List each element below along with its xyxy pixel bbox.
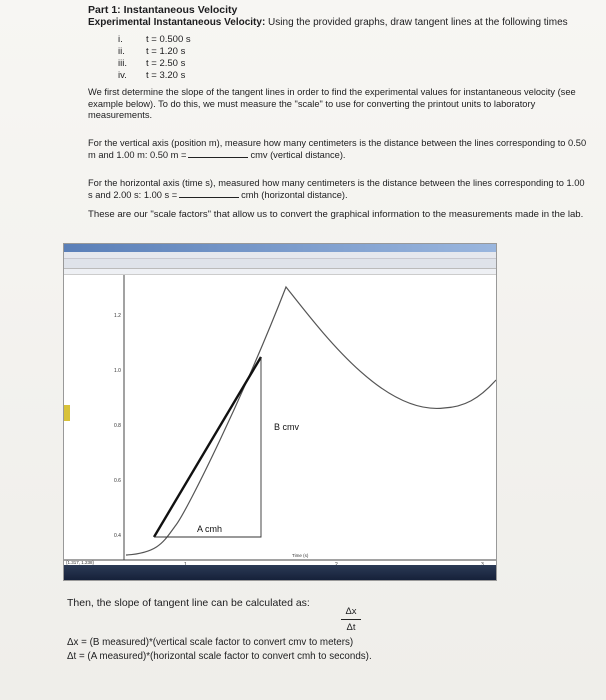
delta-x-equation: Δx = (B measured)*(vertical scale factor to convert cmv to meters) [67,637,354,648]
taskbar [64,565,496,580]
software-screenshot [63,243,497,581]
fraction-denominator: Δt [346,622,356,633]
list-item: i. t = 0.500 s [118,34,191,45]
y-tick-0.8: 0.8 [114,423,121,429]
y-tick-1.2: 1.2 [114,313,121,319]
intro-paragraph: We first determine the slope of the tangent lines in order to find the experimental values for instantaneous velocity (see example below). To do this, we must measure the "scale" to use for converting the printout units to laboratory measurements. [88,87,576,120]
label-A: A cmh [197,524,223,534]
label-B: B cmv [274,422,300,432]
slope-fraction [341,606,361,633]
horizontal-blank [179,197,239,198]
menu-bar [64,252,496,259]
horizontal-scale-paragraph: For the horizontal axis (time s), measured how many centimeters is the distance between the lines corresponding to 1.00 s and 2.00 s: 1.00 s = cmh (horizontal distance). [88,178,585,200]
scale-factor-paragraph: These are our "scale factors" that allow us to convert the graphical information to the measurements made in the lab. [88,209,584,220]
x-axis-label: Time (s) [292,553,309,558]
toolbar [64,259,496,269]
times-list [118,34,191,82]
y-tick-0.6: 0.6 [114,478,121,484]
list-item: iv. t = 3.20 s [118,70,186,81]
delta-t-equation: Δt = (A measured)*(horizontal scale factor to convert cmh to seconds). [67,651,372,662]
coordinate-readout: (1.317, 1.238) [66,560,95,565]
plot-background [64,275,497,567]
y-tick-1.0: 1.0 [114,368,121,374]
list-item: iii. t = 2.50 s [118,58,186,69]
subtitle-rest: Using the provided graphs, draw tangent lines at the following times [265,17,568,28]
page-heading: Part 1: Instantaneous Velocity [88,4,238,16]
vertical-blank [188,157,248,158]
side-handle [64,405,70,421]
slope-sentence: Then, the slope of tangent line can be calculated as: [67,597,310,609]
window-titlebar [64,244,496,252]
subtitle [88,17,568,28]
subtitle-bold: Experimental Instantaneous Velocity: [88,17,266,28]
y-tick-0.4: 0.4 [114,533,121,539]
vertical-scale-paragraph: For the vertical axis (position m), measure how many centimeters is the distance between the lines corresponding to 0.50 m and 1.00 m: 0.50 m = cmv (vertical distance). [88,138,587,160]
position-time-graph [64,275,497,567]
fraction-numerator: Δx [345,606,357,617]
list-item: ii. t = 1.20 s [118,46,186,57]
fraction-bar [341,619,361,620]
